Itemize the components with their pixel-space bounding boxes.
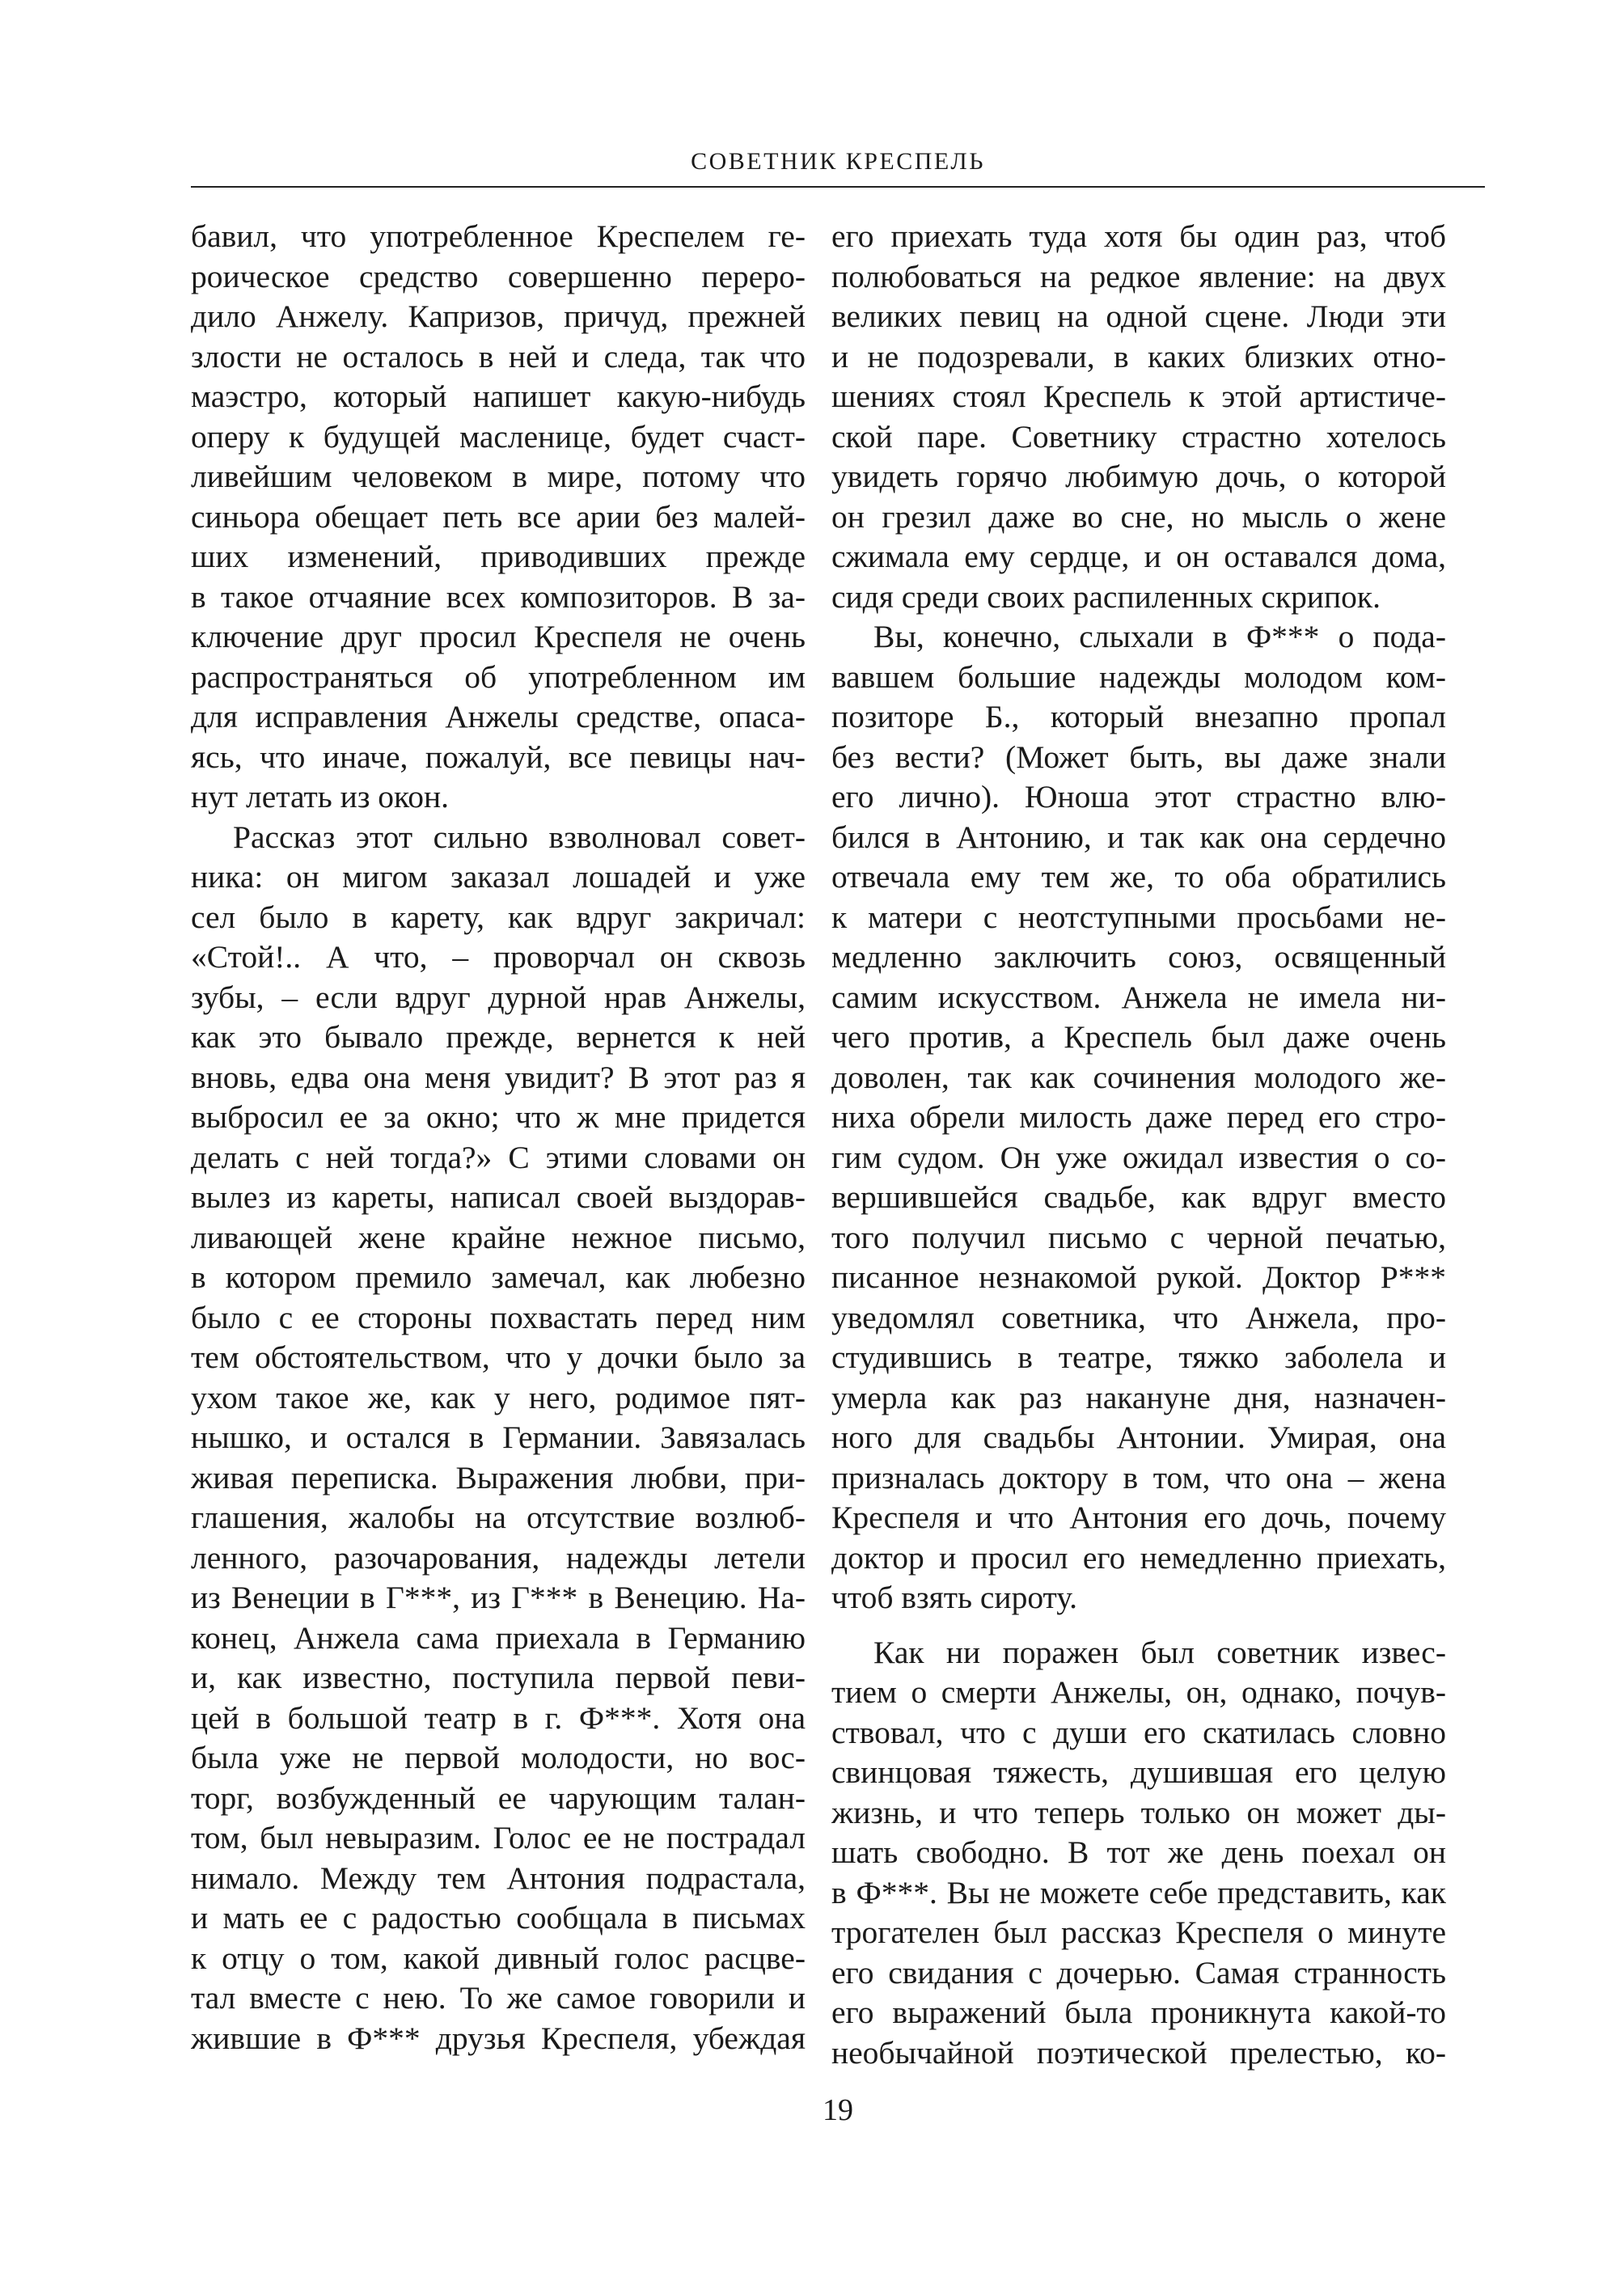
- text-line: отвечала ему тем же, то оба обратились: [831, 859, 1446, 895]
- text-line: он грезил даже во сне, но мысль о жене: [831, 498, 1446, 535]
- page-number: 19: [823, 2093, 853, 2127]
- text-line: трогателен был рассказ Креспеля о минуте: [831, 1914, 1446, 1950]
- text-line: том, был невыразим. Голос ее не пострадал: [191, 1820, 806, 1855]
- text-line: распространяться об употребленном им: [191, 658, 806, 695]
- text-line: и мать ее с радостью сообщала в письмах: [191, 1900, 806, 1936]
- text-line: бился в Антонию, и так как она сердечно: [831, 819, 1446, 855]
- text-line: торг, возбужденный ее чарующим талан-: [191, 1779, 806, 1816]
- text-line: увидеть горячо любимую дочь, о которой: [831, 459, 1446, 494]
- text-line: писанное незнакомой рукой. Доктор Р***: [831, 1259, 1446, 1295]
- text-line: конец, Анжела сама приехала в Германию: [191, 1619, 806, 1656]
- text-line: в Ф***. Вы не можете себе представить, как: [831, 1874, 1446, 1910]
- text-line: Креспеля и что Антония его дочь, почему: [831, 1500, 1446, 1535]
- text-line: Рассказ этот сильно взволновал совет-: [233, 819, 806, 855]
- text-line: сжимала ему сердце, и он оставался дома,: [831, 539, 1446, 574]
- text-line: роическое средство совершенно переро-: [191, 258, 806, 294]
- text-line: гим судом. Он уже ожидал известия о со-: [831, 1139, 1446, 1175]
- text-line: его приехать туда хотя бы один раз, чтоб: [831, 218, 1446, 254]
- text-line: к отцу о том, какой дивный голос расцве-: [191, 1940, 806, 1976]
- text-line: вавшем большие надежды молодом ком-: [831, 658, 1446, 695]
- text-line: ясь, что иначе, пожалуй, все певицы нач-: [191, 738, 806, 775]
- text-line: к матери с неотступными просьбами не-: [831, 899, 1446, 935]
- text-line: вершившейся свадьбе, как вдруг вместо: [831, 1179, 1446, 1215]
- text-line: зубы, – если вдруг дурной нрав Анжелы,: [191, 979, 806, 1015]
- text-line: ливающей жене крайне нежное письмо,: [191, 1219, 806, 1255]
- text-line: шениях стоял Креспель к этой артистиче-: [831, 379, 1446, 414]
- text-line: ших изменений, приводивших прежде: [191, 539, 806, 574]
- text-line: выбросил ее за окно; что ж мне придется: [191, 1099, 806, 1135]
- text-line: жизнь, и что теперь только он может ды-: [831, 1794, 1446, 1830]
- text-line: в котором премило замечал, как любезно: [191, 1259, 806, 1295]
- text-line: уведомлял советника, что Анжела, про-: [831, 1299, 1446, 1335]
- right-column: [831, 217, 1446, 2077]
- text-line: ника: он мигом заказал лошадей и уже: [191, 859, 806, 895]
- text-line: из Венеции в Г***, из Г*** в Венецию. На-: [191, 1580, 806, 1615]
- text-line: глашения, жалобы на отсутствие возлюб-: [191, 1500, 806, 1535]
- text-line: сидя среди своих распиленных скрипок.: [831, 578, 1381, 615]
- text-line: жившие в Ф*** друзья Креспеля, убеждая: [191, 2020, 806, 2056]
- text-line: чего против, а Креспель был даже очень: [831, 1019, 1446, 1055]
- text-line: и, как известно, поступила первой певи-: [191, 1660, 806, 1695]
- text-line: вылез из кареты, написал своей выздорав-: [191, 1179, 806, 1215]
- text-line: ствовал, что с души его скатилась словно: [831, 1714, 1446, 1750]
- text-line: ного для свадьбы Антонии. Умирая, она: [831, 1419, 1446, 1455]
- text-line: тал вместе с нею. То же самое говорили и: [191, 1980, 806, 2016]
- text-line: доволен, так как сочинения молодого же-: [831, 1059, 1446, 1095]
- text-line: умерла как раз накануне дня, назначен-: [831, 1379, 1446, 1415]
- text-line: «Стой!.. А что, – проворчал он сквозь: [191, 939, 806, 975]
- text-line: чтоб взять сироту.: [831, 1580, 1077, 1615]
- text-line: того получил письмо с черной печатью,: [831, 1219, 1446, 1255]
- running-title: СОВЕТНИК КРЕСПЕЛЬ: [691, 148, 985, 175]
- text-line: делать с ней тогда?» С этими словами он: [191, 1139, 806, 1175]
- text-line: ниха обрели милость даже перед его стро-: [831, 1099, 1446, 1135]
- text-line: Вы, конечно, слыхали в Ф*** о пода-: [873, 619, 1446, 654]
- text-line: синьора обещает петь все арии без малей-: [191, 498, 806, 535]
- text-line: позиторе Б., который внезапно пропал: [831, 699, 1446, 734]
- header-rule: [191, 186, 1485, 188]
- text-line: самим искусством. Анжела не имела ни-: [831, 979, 1446, 1015]
- text-line: для исправления Анжелы средстве, опаса-: [191, 699, 806, 734]
- text-line: призналась доктору в том, что она – жена: [831, 1459, 1446, 1496]
- text-line: ухом такое же, как у него, родимое пят-: [191, 1379, 806, 1415]
- text-line: тем обстоятельством, что у дочки было за: [191, 1339, 806, 1375]
- text-line: свинцовая тяжесть, душившая его целую: [831, 1754, 1446, 1790]
- text-line: необычайной поэтической прелестью, ко-: [831, 2034, 1446, 2071]
- text-line: нут летать из окон.: [191, 779, 449, 814]
- text-line: тием о смерти Анжелы, он, однако, почув-: [831, 1674, 1446, 1710]
- text-line: было с ее стороны похвастать перед ним: [191, 1299, 806, 1335]
- text-line: полюбоваться на редкое явление: на двух: [831, 258, 1446, 294]
- text-line: была уже не первой молодости, но вос-: [191, 1740, 806, 1775]
- text-line: медленно заключить союз, освященный: [831, 939, 1446, 975]
- text-line: маэстро, который напишет какую-нибудь: [191, 379, 806, 414]
- text-line: бавил, что употребленное Креспелем ге-: [191, 218, 806, 254]
- text-line: его выражений была проникнута какой-то: [831, 1995, 1446, 2030]
- text-line: без вести? (Может быть, вы даже знали: [831, 738, 1446, 775]
- text-line: шать свободно. В тот же день поехал он: [831, 1834, 1446, 1870]
- text-line: вновь, едва она меня увидит? В этот раз я: [191, 1059, 806, 1095]
- text-line: ливейшим человеком в мире, потому что: [191, 459, 806, 494]
- left-column: [191, 217, 806, 2077]
- text-line: нимало. Между тем Антония подрастала,: [191, 1859, 806, 1896]
- text-line: студившись в театре, тяжко заболела и: [831, 1339, 1446, 1375]
- text-line: в такое отчаяние всех композиторов. В за-: [191, 578, 806, 615]
- text-line: нышко, и остался в Германии. Завязалась: [191, 1419, 806, 1455]
- text-line: доктор и просил его немедленно приехать,: [831, 1539, 1446, 1576]
- text-line: цей в большой театр в г. Ф***. Хотя она: [191, 1699, 806, 1736]
- text-line: ленного, разочарования, надежды летели: [191, 1539, 806, 1576]
- text-line: ской паре. Советнику страстно хотелось: [831, 418, 1446, 455]
- text-line: Как ни поражен был советник извес-: [873, 1634, 1446, 1670]
- text-line: сел было в карету, как вдруг закричал:: [191, 899, 806, 935]
- text-line: его свидания с дочерью. Самая странность: [831, 1954, 1446, 1991]
- text-line: его лично). Юноша этот страстно влю-: [831, 779, 1446, 814]
- text-line: злости не осталось в ней и следа, так что: [191, 338, 806, 374]
- text-line: оперу к будущей масленице, будет счаст-: [191, 418, 806, 455]
- text-line: живая переписка. Выражения любви, при-: [191, 1459, 806, 1496]
- text-line: дило Анжелу. Капризов, причуд, прежней: [191, 298, 806, 334]
- paragraph-gap: [831, 1618, 1446, 1633]
- text-line: и не подозревали, в каких близких отно-: [831, 338, 1446, 374]
- text-line: великих певиц на одной сцене. Люди эти: [831, 298, 1446, 334]
- text-line: ключение друг просил Креспеля не очень: [191, 619, 806, 654]
- text-line: как это бывало прежде, вернется к ней: [191, 1019, 806, 1055]
